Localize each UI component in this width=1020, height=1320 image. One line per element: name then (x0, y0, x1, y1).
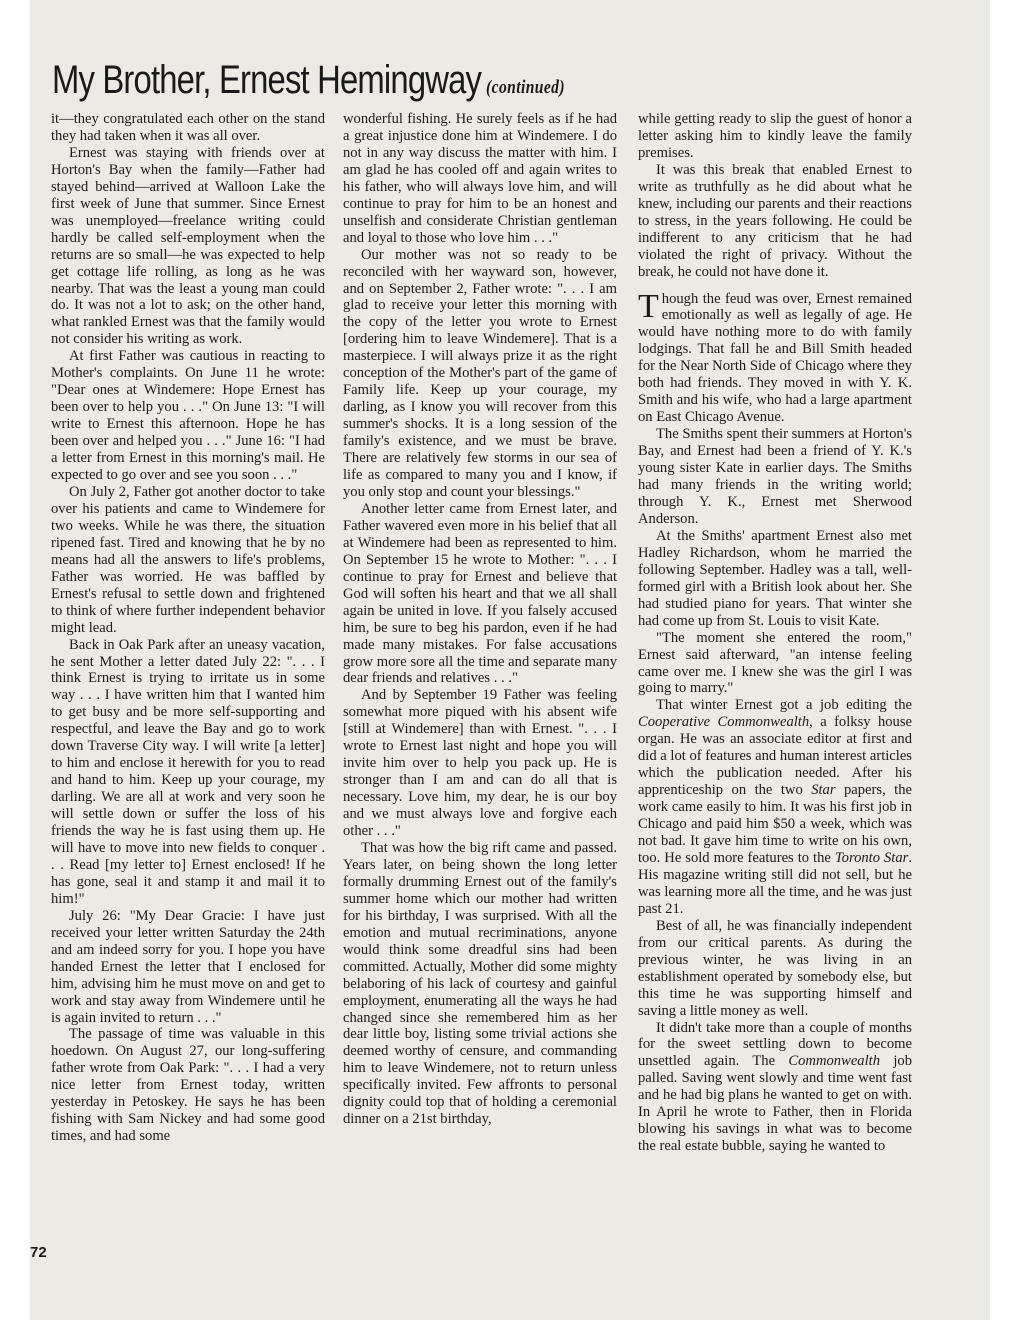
text-column-2 (343, 111, 617, 1128)
paragraph: Back in Oak Park after an uneasy vacation, he sent Mother a letter dated July 22: ". . . I think Ernest is trying to irritate us in some way . . . I have written him that I wanted him to get busy and be more self-supporting and respectful, and leave the Bay and go to work down Traverse City way. I will write [a letter] to him and enclose it herewith for you to read and hand to him. Keep up your courage, my darling. We are all at work and very soon he will settle down or suffer the loss of his friends the way he is fast using them up. He will have to move into new fields to conquer . . . Read [my letter to] Ernest enclosed! If he has gone, seal it and stamp it and mail it to him!" (51, 636, 325, 907)
paragraph: On July 2, Father got another doctor to take over his patients and came to Windemere for two weeks. While he was there, the situation ripened fast. Tired and knowing that he by no means had all the answers to life's problems, Father was worried. He was baffled by Ernest's refusal to settle down and frightened to think of where further independent behavior might lead. (51, 483, 325, 636)
text-run: . His magazine writing still did not sell, but he was learning more all the time, and he was just past 21. (638, 849, 912, 917)
paragraph: Our mother was not so ready to be reconciled with her wayward son, however, and on September 2, Father wrote: ". . . I am glad to receive your letter this morning with the copy of the letter you wrote to Ernest [ordering him to leave Windemere]. That is a masterpiece. I will always prize it as the right conception of the Mother's part of the game of Family life. Keep up your courage, my darling, as I know you will recover from this summer's shocks. It is a long session of the family's existence, and we must be brave. There are relatively few storms in our sea of life as compared to many you and I know, if you only stop and count your blessings." (343, 246, 617, 500)
publication-name: Toronto Star (834, 849, 909, 866)
paragraph: Another letter came from Ernest later, and Father wavered even more in his belief that all at Windemere had been as represented to him. On September 15 he wrote to Mother: ". . . I continue to pray for Ernest and believe that God will soften his heart and that we all shall again be united in love. If you falsely accused him, be sure to beg his pardon, even if he had made many mistakes. For false accusations grow more sore all the time and separate many dear friends and relatives . . ." (343, 500, 617, 687)
paragraph (638, 1020, 912, 1156)
title-text: My Brother, Ernest Hemingway (52, 58, 482, 102)
paragraph: July 26: "My Dear Gracie: I have just received your letter written Saturday the 24th and am indeed sorry for you. I hope you have handed Ernest the letter that I enclosed for him, advising him he must move on and get to work and stay away from Windemere until he is again invited to return . . ." (51, 907, 325, 1026)
text-column-3 (638, 111, 912, 1155)
paragraph: And by September 19 Father was feeling somewhat more piqued with his absent wife [still at Windemere] than with Ernest. ". . . I wrote to Ernest last night and hope you will invite him over to help you pack up. He is stronger than I am and can do all that is necessary. Love him, my dear, he is our boy and we must always love and forgive each other . . ." (343, 687, 617, 840)
text-run: papers, the work came easily to him. It was his first job in Chicago and paid him $50 a week, which was not bad. It gave him time to write on his own, too. He sold more features to the (638, 782, 912, 866)
publication-name: Star (811, 782, 836, 799)
paragraph: That was how the big rift came and passed. Years later, on being shown the long letter formally drumming Ernest out of the family's summer home which our mother had written for his birthday, I was surprised. With all the emotion and mutual recriminations, anyone would think some dreadful sins had been committed. Actually, Mother did some mighty belaboring of his lack of courtesy and gainful employment, enumerating all the ways he had changed since she remembered him as her dear little boy, listing some trivial actions she deemed worthy of censure, and commanding him to leave Windemere, not to return unless specifically invited. Few affronts to personal dignity could top that of holding a ceremonial dinner on a 21st birthday, (343, 839, 617, 1128)
paragraph: wonderful fishing. He surely feels as if he had a great injustice done him at Windemere. I do not in any way discuss the matter with him. I am glad he has cooled off and again writes to his father, who will always love him, and will continue to pray for him to be an honest and unselfish and considerate Christian gentleman and loyal to those who love him . . ." (343, 111, 617, 246)
text-run: That winter Ernest got a job editing the (656, 697, 912, 714)
article-title (52, 58, 565, 103)
paragraph: The passage of time was valuable in this hoedown. On August 27, our long-suffering father wrote from Oak Park: ". . . I had a very nice letter from Ernest today, written yesterday in Petoskey. He says he has been fishing with Sam Nickey and had some good times, and had some (51, 1026, 325, 1145)
paragraph: At the Smiths' apartment Ernest also met Hadley Richardson, whom he married the following September. Hadley was a tall, well-formed girl with a British look about her. She had studied piano for years. That winter she had come up from St. Louis to visit Kate. (638, 527, 912, 629)
paragraph: it—they congratulated each other on the stand they had taken when it was all over. (51, 111, 325, 144)
text-column-1 (51, 111, 325, 1145)
paragraph: It was this break that enabled Ernest to write as truthfully as he did about what he knew, including our parents and their reactions to stress, in the years following. He could be indifferent to any criticism that he had violated the right of privacy. Without the break, he could not have done it. (638, 161, 912, 280)
text-run: , a folksy house organ. He was an associate editor at first and did a lot of features and human interest articles which the publication needed. After his apprenticeship on the two (638, 714, 912, 799)
publication-name: Commonwealth (788, 1053, 881, 1070)
paragraph: Ernest was staying with friends over at Horton's Bay when the family—Father had stayed behind—arrived at Walloon Lake the first week of June that summer. Since Ernest was unemployed—freelance writing could hardly be called self-employment when the returns are so small—he was expected to help get cottage life rolling, as long as he was nearby. That was the least a young man could do. It was not a lot to ask; on the other hand, what rankled Ernest was that the family would not consider his writing as work. (51, 144, 325, 348)
paragraph: The Smiths spent their summers at Horton's Bay, and Ernest had been a friend of Y. K.'s young sister Kate in earlier days. The Smiths had many friends in the writing world; through Y. K., Ernest met Sherwood Anderson. (638, 426, 912, 527)
page-number: 72 (30, 1244, 47, 1261)
text-run: It didn't take more than a couple of months for the sweet settling down to become unsettled again. The (638, 1019, 912, 1070)
text-run: job palled. Saving went slowly and time went fast and he had big plans he wanted to get on with. In April he wrote to Father, then in Florida blowing his savings in what was to become the real estate bubble, saying he wanted to (638, 1053, 913, 1155)
continued-label: (continued) (486, 77, 565, 98)
paragraph (638, 697, 912, 917)
paragraph: Best of all, he was financially independent from our critical parents. As during the previous winter, he was living in an establishment operated by somebody else, but this time he was supporting himself and saving a little money as well. (638, 917, 912, 1019)
paragraph: while getting ready to slip the guest of honor a letter asking him to kindly leave the family premises. (638, 111, 912, 161)
publication-name: Cooperative Commonwealth (638, 714, 810, 731)
paragraph: At first Father was cautious in reacting to Mother's complaints. On June 11 he wrote: "Dear ones at Windemere: Hope Ernest has been over to help you . . ." On June 13: "I will write to Ernest this afternoon. Hope he has been over and helped you . . ." June 16: "I had a letter from Ernest in this morning's mail. He expected to go over and see you soon . . ." (51, 348, 325, 484)
paragraph: "The moment she entered the room," Ernest said afterward, "an intense feeling came over me. I knew she was the girl I was going to marry." (638, 629, 912, 697)
section-opening-paragraph: Though the feud was over, Ernest remained emotionally as well as legally of age. He would have nothing more to do with family lodgings. That fall he and Bill Smith headed for the Near North Side of Chicago where they both had friends. They moved in with Y. K. Smith and his wife, who had a large apartment on East Chicago Avenue. (638, 287, 912, 426)
